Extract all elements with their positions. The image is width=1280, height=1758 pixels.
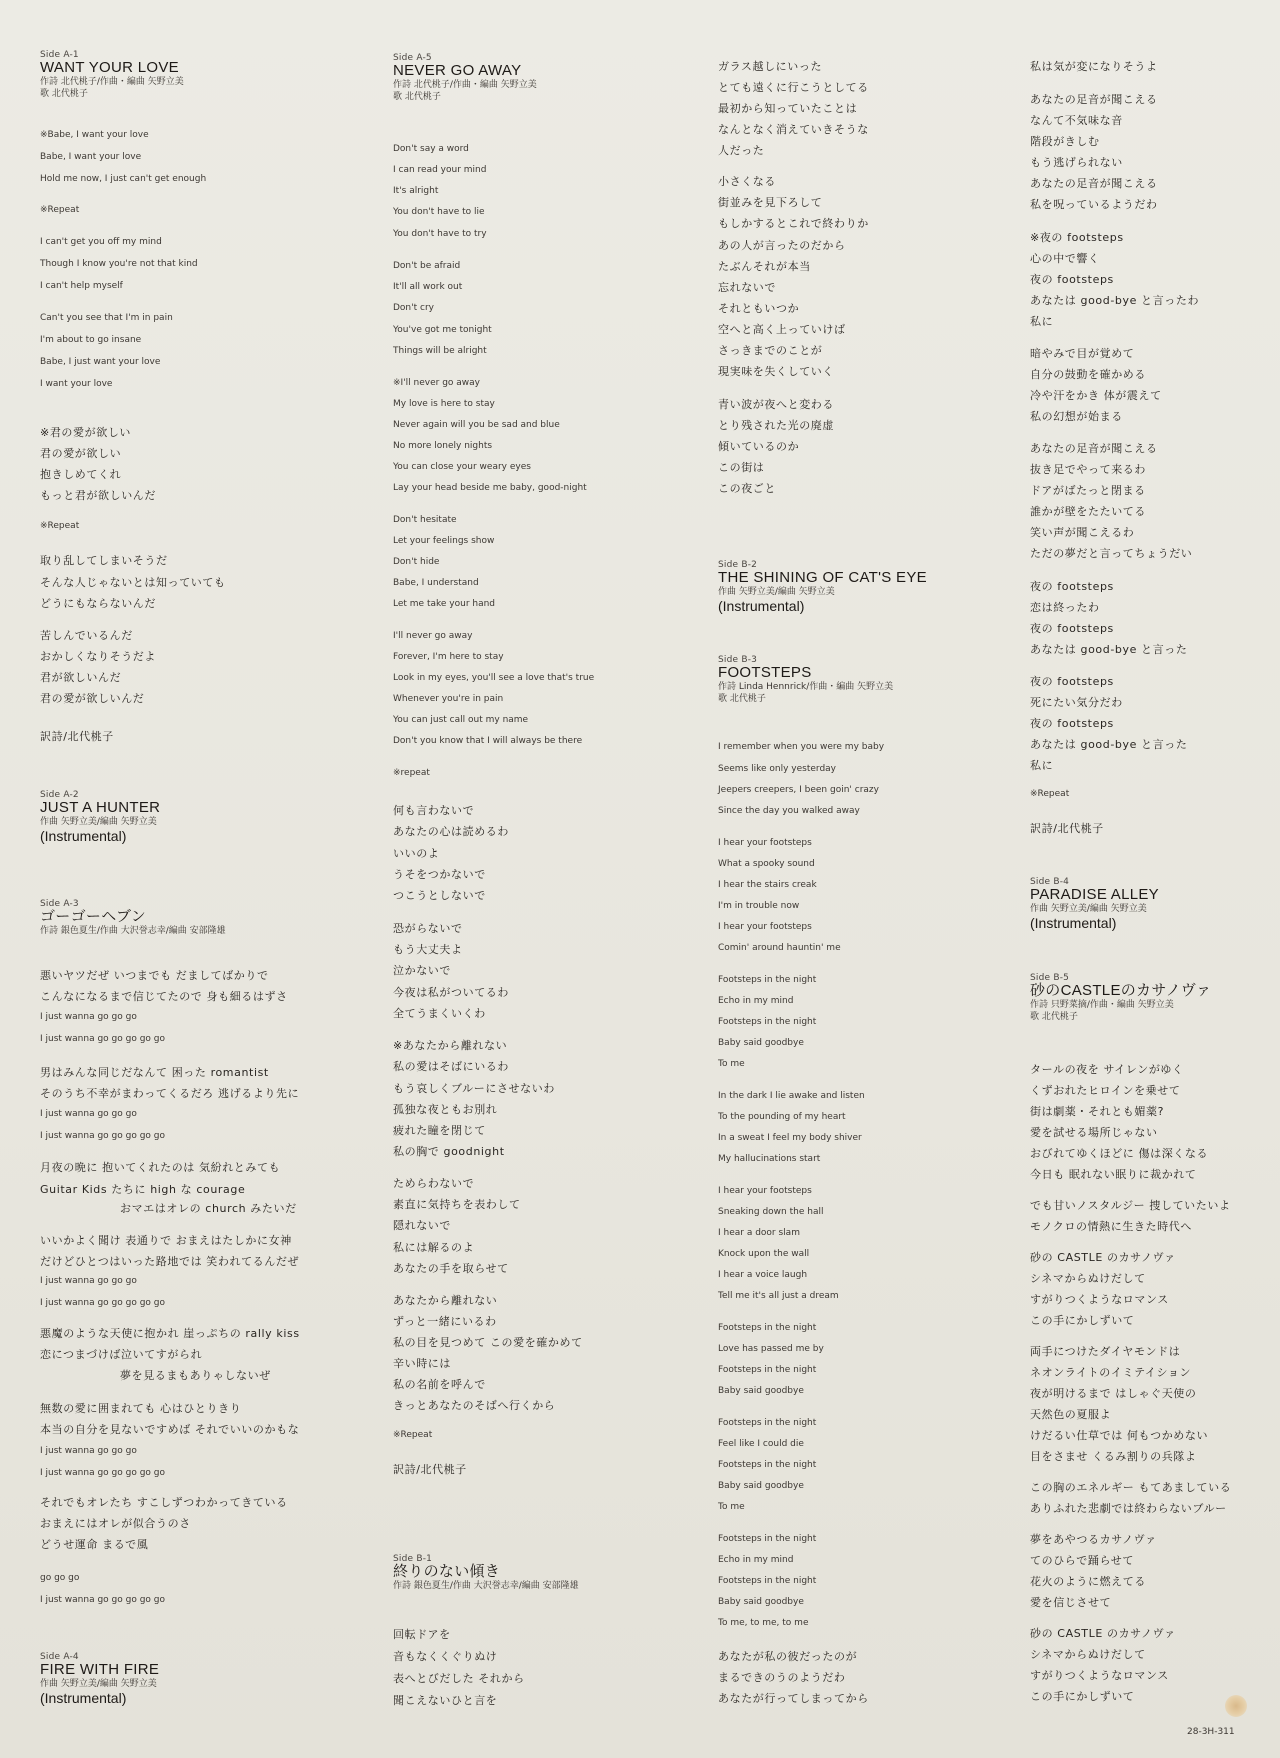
lyric-line: あなたが行ってしまってから (718, 1692, 869, 1705)
lyric-line: あなたの足音が聞こえる (1030, 93, 1158, 106)
lyric-line: とり残された光の廃虚 (718, 419, 834, 432)
lyric-line: Baby said goodbye (718, 1386, 804, 1396)
lyric-line: 愛を信じさせて (1030, 1596, 1112, 1609)
lyric-line: 階段がきしむ (1030, 135, 1100, 148)
track-credit: 作曲 矢野立美/編曲 矢野立美 (40, 817, 157, 827)
lyric-line: つこうとしないで (393, 889, 486, 902)
lyric-line: Babe, I just want your love (40, 357, 161, 367)
lyric-line: Footsteps in the night (718, 1534, 817, 1544)
lyric-line: あなたの足音が聞こえる (1030, 177, 1158, 190)
lyric-line: ためらわないで (393, 1177, 475, 1190)
lyric-line: こんなになるまで信じてたので 身も細るはずさ (40, 990, 288, 1003)
lyric-line: 月夜の晩に 抱いてくれたのは 気紛れとみても (40, 1161, 281, 1174)
lyric-line: 私には解るのよ (393, 1241, 475, 1254)
lyric-line: Don't say a word (393, 144, 469, 154)
side-label: Side B-4 (1030, 877, 1070, 887)
lyric-line: Things will be alright (393, 346, 487, 356)
lyric-line: I hear the stairs creak (718, 880, 817, 890)
lyric-line: Let your feelings show (393, 536, 495, 546)
side-label: Side B-5 (1030, 973, 1070, 983)
lyric-line: Baby said goodbye (718, 1597, 804, 1607)
lyric-line: 聞こえないひと言を (393, 1694, 498, 1707)
lyric-line: Don't hesitate (393, 515, 457, 525)
lyric-line: 心の中で響く (1030, 252, 1100, 265)
lyric-line: 今日も 眠れない眠りに裁かれて (1030, 1168, 1197, 1181)
lyric-line: 街は劇薬・それとも媚薬? (1030, 1105, 1165, 1118)
lyric-line: 本当の自分を見ないですめば それでいいのかもな (40, 1423, 300, 1436)
lyric-line: すがりつくようなロマンス (1030, 1669, 1169, 1682)
catalog-number: 28-3H-311 (1187, 1727, 1235, 1737)
lyric-line: Let me take your hand (393, 599, 496, 609)
lyric-line: Hold me now, I just can't get enough (40, 174, 207, 184)
instrumental-label: (Instrumental) (718, 598, 805, 614)
lyric-line: It's alright (393, 186, 439, 196)
lyric-line: Echo in my mind (718, 1555, 794, 1565)
lyric-line: Look in my eyes, you'll see a love that's true (393, 673, 595, 683)
lyric-line: Since the day you walked away (718, 806, 860, 816)
lyric-line: 私に (1030, 315, 1054, 328)
track-credit: 作詩 北代桃子/作曲・編曲 矢野立美 (393, 80, 537, 90)
lyric-line: それともいつか (718, 302, 800, 315)
lyric-line: You don't have to lie (393, 207, 485, 217)
lyric-line: 抜き足でやって来るわ (1030, 463, 1146, 476)
lyric-line: go go go (40, 1573, 80, 1583)
lyric-line: 街並みを見下ろして (718, 196, 823, 209)
lyric-line: I just wanna go go go (40, 1276, 137, 1286)
lyric-line: 私の幻想が始まる (1030, 410, 1123, 423)
lyric-line: I can't help myself (40, 281, 123, 291)
lyric-line: どうせ運命 まるで風 (40, 1538, 149, 1551)
lyric-line: 夢を見るまもありゃしないぜ (120, 1369, 271, 1382)
track-title: WANT YOUR LOVE (40, 59, 179, 76)
track-title: THE SHINING OF CAT'S EYE (718, 569, 927, 586)
lyric-line: 恋は終ったわ (1030, 601, 1100, 614)
lyric-line: ネオンライトのイミテイション (1030, 1366, 1192, 1379)
lyric-line: 誰かが壁をたたいてる (1030, 505, 1146, 518)
lyric-line: You don't have to try (393, 229, 487, 239)
lyric-line: My hallucinations start (718, 1154, 821, 1164)
lyric-line: ※repeat (393, 768, 430, 778)
lyric-line: ※Repeat (40, 205, 80, 215)
lyric-line: You've got me tonight (393, 325, 492, 335)
lyric-line: Jeepers creepers, I been goin' crazy (718, 785, 879, 795)
side-label: Side B-3 (718, 655, 758, 665)
lyric-line: うそをつかないで (393, 868, 486, 881)
lyric-line: Footsteps in the night (718, 1460, 817, 1470)
track-title: FIRE WITH FIRE (40, 1661, 160, 1678)
lyric-line: Babe, I want your love (40, 152, 142, 162)
lyric-line: 今夜は私がついてるわ (393, 986, 509, 999)
lyric-line: Footsteps in the night (718, 1418, 817, 1428)
track-title: NEVER GO AWAY (393, 62, 522, 79)
lyric-line: ※Repeat (1030, 789, 1070, 799)
lyric-line: けだるい仕草では 何もつかめない (1030, 1429, 1209, 1442)
lyric-line: Comin' around hauntin' me (718, 943, 841, 953)
lyric-line: I hear your footsteps (718, 838, 812, 848)
lyric-line: 悪魔のような天使に抱かれ 崖っぷちの rally kiss (40, 1327, 300, 1340)
lyric-line: ※あなたから離れない (393, 1039, 508, 1052)
lyric-line: Baby said goodbye (718, 1038, 804, 1048)
lyric-line: 両手につけたダイヤモンドは (1030, 1345, 1181, 1358)
lyric-line: 夜が明けるまで はしゃぐ天使の (1030, 1387, 1197, 1400)
lyric-line: 私を呪っているようだわ (1030, 198, 1158, 211)
lyric-line: I hear a door slam (718, 1228, 800, 1238)
side-label: Side A-4 (40, 1652, 79, 1662)
lyric-line: 私の名前を呼んで (393, 1378, 486, 1391)
lyric-line: 冷や汗をかき 体が震えて (1030, 389, 1162, 402)
lyric-line: くずおれたヒロインを乗せて (1030, 1084, 1181, 1097)
lyric-line: あなたは good-bye と言った (1030, 738, 1188, 751)
side-label: Side A-2 (40, 790, 79, 800)
lyric-line: 恐がらないで (393, 922, 463, 935)
lyric-line: 君の愛が欲しい (40, 447, 122, 460)
lyric-line: シネマからぬけだして (1030, 1648, 1146, 1661)
lyric-line: あなたの足音が聞こえる (1030, 442, 1158, 455)
lyric-line: 私は気が変になりそうよ (1030, 60, 1158, 73)
lyric-line: あなたから離れない (393, 1294, 498, 1307)
lyric-line: 訳詩/北代桃子 (40, 730, 114, 743)
lyric-line: 忘れないで (718, 281, 776, 294)
lyric-line: いいのよ (393, 847, 440, 860)
lyric-line: Babe, I understand (393, 578, 479, 588)
lyric-line: あなたは good-bye と言ったわ (1030, 294, 1200, 307)
lyric-line: 死にたい気分だわ (1030, 696, 1123, 709)
lyric-line: 小さくなる (718, 175, 776, 188)
track-b5-header (1030, 973, 1211, 1023)
lyric-line: 目をさませ くるみ割りの兵隊よ (1030, 1450, 1197, 1463)
lyric-line: I just wanna go go go go go (40, 1034, 165, 1044)
lyric-line: To me (718, 1059, 745, 1069)
lyric-line: 私の目を見つめて この愛を確かめて (393, 1336, 583, 1349)
lyric-line: Knock upon the wall (718, 1249, 810, 1259)
lyric-line: To the pounding of my heart (718, 1112, 846, 1122)
track-singer: 歌 北代桃子 (40, 89, 88, 99)
lyric-line: この胸のエネルギー もてあましている (1030, 1481, 1232, 1494)
lyric-line: ※Babe, I want your love (40, 130, 149, 140)
lyric-line: あなたの心は読めるわ (393, 825, 509, 838)
lyric-line: 訳詩/北代桃子 (393, 1463, 467, 1476)
lyric-line: 夜の footsteps (1030, 580, 1114, 593)
lyric-line: 笑い声が聞こえるわ (1030, 526, 1135, 539)
lyric-line: I'm about to go insane (40, 335, 142, 345)
lyric-line: シネマからぬけだして (1030, 1272, 1146, 1285)
track-credit: 作詩 Linda Hennrick/作曲・編曲 矢野立美 (718, 682, 894, 692)
track-singer: 歌 北代桃子 (1030, 1012, 1078, 1022)
lyric-line: まるできのうのようだわ (718, 1671, 846, 1684)
lyric-line: Echo in my mind (718, 996, 794, 1006)
lyric-line: What a spooky sound (718, 859, 815, 869)
lyric-line: ありふれた悲劇では終わらないブルー (1030, 1502, 1227, 1515)
lyric-line: Can't you see that I'm in pain (40, 313, 173, 323)
lyric-line: 悪いヤツだぜ いつまでも だましてばかりで (40, 969, 269, 982)
lyric-line: 夜の footsteps (1030, 622, 1114, 635)
lyric-line: 回転ドアを (393, 1628, 451, 1641)
lyric-line: I just wanna go go go (40, 1012, 137, 1022)
track-credit: 作詩 北代桃子/作曲・編曲 矢野立美 (40, 77, 184, 87)
lyric-line: もう哀しくブルーにさせないわ (393, 1082, 555, 1095)
lyric-line: I hear a voice laugh (718, 1270, 808, 1280)
track-title: 砂のCASTLEのカサノヴァ (1030, 982, 1212, 999)
lyric-line: この手にかしずいて (1030, 1690, 1135, 1703)
lyric-line: Don't be afraid (393, 261, 461, 271)
lyric-line: この夜ごと (718, 482, 776, 495)
track-title: PARADISE ALLEY (1030, 886, 1159, 903)
lyric-line: 泣かないで (393, 964, 451, 977)
lyric-line: タールの夜を サイレンがゆく (1030, 1063, 1184, 1076)
instrumental-label: (Instrumental) (40, 828, 127, 844)
track-credit: 作詩 只野菜摘/作曲・編曲 矢野立美 (1030, 1000, 1174, 1010)
track-a4-header (40, 1652, 159, 1706)
lyric-line: Don't you know that I will always be there (393, 736, 583, 746)
lyric-line: 訳詩/北代桃子 (1030, 822, 1104, 835)
lyric-line: モノクロの情熱に生きた時代へ (1030, 1220, 1192, 1233)
instrumental-label: (Instrumental) (1030, 915, 1117, 931)
lyric-line: 何も言わないで (393, 804, 475, 817)
lyric-line: It'll all work out (393, 282, 463, 292)
track-title: JUST A HUNTER (40, 799, 161, 816)
lyric-line: ただの夢だと言ってちょうだい (1030, 547, 1193, 560)
lyric-line: てのひらで踊らせて (1030, 1554, 1134, 1567)
lyric-line: ※I'll never go away (393, 378, 480, 388)
lyric-line: In a sweat I feel my body shiver (718, 1133, 862, 1143)
track-singer: 歌 北代桃子 (718, 694, 766, 704)
lyric-line: 夜の footsteps (1030, 717, 1114, 730)
lyric-line: いいかよく聞け 表通りで おまえはたしかに女神 (40, 1234, 292, 1247)
lyric-line: I want your love (40, 379, 113, 389)
lyric-line: もう大丈夫よ (393, 943, 463, 956)
lyric-line: ※Repeat (40, 521, 80, 531)
lyric-line: I just wanna go go go go go (40, 1131, 165, 1141)
lyric-line: I just wanna go go go (40, 1109, 137, 1119)
lyric-line: たぶんそれが本当 (718, 260, 811, 273)
lyric-line: 無数の愛に囲まれても 心はひとりきり (40, 1402, 242, 1415)
lyric-line: Footsteps in the night (718, 1365, 817, 1375)
lyric-line: Whenever you're in pain (393, 694, 504, 704)
lyric-line: Footsteps in the night (718, 1576, 817, 1586)
lyric-line: I just wanna go go go go go (40, 1468, 165, 1478)
side-label: Side A-3 (40, 899, 79, 909)
side-label: Side B-2 (718, 560, 758, 570)
lyric-line: 君が欲しいんだ (40, 671, 122, 684)
lyric-line: 孤独な夜ともお別れ (393, 1103, 498, 1116)
lyric-line: 苦しんでいるんだ (40, 629, 133, 642)
track-a2-header (40, 790, 160, 844)
lyric-line: 夜の footsteps (1030, 675, 1114, 688)
lyric-line: Guitar Kids たちに high な courage (40, 1183, 246, 1196)
track-credit: 作曲 矢野立美/編曲 矢野立美 (40, 1679, 157, 1689)
lyric-line: 人だった (718, 144, 765, 157)
track-title: ゴーゴーヘブン (40, 908, 147, 925)
lyric-line: Never again will you be sad and blue (393, 420, 560, 430)
lyric-line: もう逃げられない (1030, 156, 1123, 169)
lyric-line: Forever, I'm here to stay (393, 652, 504, 662)
track-credit: 作詩 銀色夏生/作曲 大沢誉志幸/編曲 安部隆雄 (40, 926, 226, 936)
lyric-line: 素直に気持ちを表わして (393, 1198, 521, 1211)
track-singer: 歌 北代桃子 (393, 92, 441, 102)
lyric-line: おかしくなりそうだよ (40, 650, 156, 663)
lyric-line: Footsteps in the night (718, 975, 817, 985)
lyric-line: Don't cry (393, 303, 434, 313)
lyric-line: 君の愛が欲しいんだ (40, 692, 145, 705)
lyric-line: 夢をあやつるカサノヴァ (1030, 1533, 1157, 1546)
lyric-line: とても遠くに行こうとしてる (718, 81, 869, 94)
lyric-line: Lay your head beside me baby, good-night (393, 483, 587, 493)
lyric-line: あなたが私の彼だったのが (718, 1650, 858, 1663)
lyric-line: Don't hide (393, 557, 440, 567)
lyric-line: あなたは good-bye と言った (1030, 643, 1188, 656)
lyric-line: I just wanna go go go go go (40, 1298, 165, 1308)
lyric-line: でも甘いノスタルジー 捜していたいよ (1030, 1199, 1231, 1212)
lyric-line: Footsteps in the night (718, 1017, 817, 1027)
lyric-line: 抱きしめてくれ (40, 468, 122, 481)
lyric-line: Sneaking down the hall (718, 1207, 824, 1217)
lyric-line: No more lonely nights (393, 441, 493, 451)
lyric-line: ※Repeat (393, 1430, 433, 1440)
track-title: 終りのない傾き (393, 1563, 501, 1580)
lyric-line: 全てうまくいくわ (393, 1007, 486, 1020)
track-a1-header (40, 50, 184, 100)
lyric-line: この手にかしずいて (1030, 1314, 1135, 1327)
lyric-line: In the dark I lie awake and listen (718, 1091, 865, 1101)
lyric-line: 花火のように燃えてる (1030, 1575, 1146, 1588)
lyric-line: Love has passed me by (718, 1344, 824, 1354)
lyric-line: My love is here to stay (393, 399, 495, 409)
lyric-line: だけどひとつはいった路地では 笑われてるんだぜ (40, 1255, 300, 1268)
lyric-line: それでもオレたち すこしずつわかってきている (40, 1496, 288, 1509)
side-label: Side A-5 (393, 53, 432, 63)
lyric-line: 私の胸で goodnight (393, 1145, 505, 1158)
lyric-line: 青い波が夜へと変わる (718, 398, 834, 411)
lyric-line: 砂の CASTLE のカサノヴァ (1030, 1627, 1176, 1640)
lyric-line: 私に (1030, 759, 1054, 772)
lyric-line: I'll never go away (393, 631, 473, 641)
lyric-line: I just wanna go go go go go (40, 1595, 165, 1605)
lyric-line: 天然色の夏服よ (1030, 1408, 1112, 1421)
lyric-line: 私の愛はそばにいるわ (393, 1060, 509, 1073)
lyric-line: 男はみんな同じだなんて 困った romantist (40, 1066, 269, 1079)
side-label: Side B-1 (393, 1554, 433, 1564)
lyric-line: ドアがばたっと閉まる (1030, 484, 1146, 497)
lyric-line: 辛い時には (393, 1357, 451, 1370)
side-label: Side A-1 (40, 50, 79, 60)
lyric-line: 砂の CASTLE のカサノヴァ (1030, 1251, 1176, 1264)
lyric-line: なんて不気味な音 (1030, 114, 1123, 127)
lyric-line: Footsteps in the night (718, 1323, 817, 1333)
lyric-line: ずっと一緒にいるわ (393, 1315, 497, 1328)
lyric-line: もっと君が欲しいんだ (40, 489, 156, 502)
lyric-line: I hear your footsteps (718, 922, 812, 932)
track-b2-header (718, 560, 927, 614)
lyric-line: 愛を試せる場所じゃない (1030, 1126, 1158, 1139)
lyric-line: この街は (718, 461, 765, 474)
lyric-line: すがりつくようなロマンス (1030, 1293, 1169, 1306)
lyric-line: You can close your weary eyes (393, 462, 531, 472)
lyric-line: 音もなくくぐりぬけ (393, 1650, 498, 1663)
lyric-line: To me (718, 1502, 745, 1512)
lyric-line: 現実味を失くしていく (718, 365, 834, 378)
lyric-line: もしかするとこれで終わりか (718, 217, 869, 230)
lyric-line: 疲れた瞳を閉じて (393, 1124, 486, 1137)
lyric-line: 表へとびだした それから (393, 1672, 525, 1685)
lyric-line: さっきまでのことが (718, 344, 823, 357)
track-a5-header (393, 53, 537, 103)
lyric-line: 夜の footsteps (1030, 273, 1114, 286)
lyric-line: Seems like only yesterday (718, 764, 837, 774)
lyric-line: おびれてゆくほどに 傷は深くなる (1030, 1147, 1209, 1160)
lyric-line: I remember when you were my baby (718, 742, 885, 752)
lyric-line: 最初から知っていたことは (718, 102, 858, 115)
track-credit: 作曲 矢野立美/編曲 矢野立美 (718, 587, 835, 597)
track-credit: 作曲 矢野立美/編曲 矢野立美 (1030, 904, 1147, 914)
lyric-line: ※夜の footsteps (1030, 231, 1124, 244)
lyric-line: Though I know you're not that kind (40, 259, 198, 269)
lyric-line: きっとあなたのそばへ行くから (393, 1399, 556, 1412)
track-b3-header (718, 655, 893, 705)
lyric-line: あの人が言ったのだから (718, 239, 846, 252)
lyric-line: Feel like I could die (718, 1439, 804, 1449)
lyric-line: あなたの手を取らせて (393, 1262, 509, 1275)
lyric-line: なんとなく消えていきそうな (718, 123, 869, 136)
lyric-line: 空へと高く上っていけば (718, 323, 846, 336)
lyric-line: I'm in trouble now (718, 901, 800, 911)
lyric-line: 取り乱してしまいそうだ (40, 554, 168, 567)
lyric-line: I can't get you off my mind (40, 237, 162, 247)
lyric-line: ガラス越しにいった (718, 60, 823, 73)
lyric-line: おまえにはオレが似合うのさ (40, 1517, 191, 1530)
lyric-line: 恋につまづけば泣いてすがられ (40, 1348, 203, 1361)
lyric-line: 暗やみで目が覚めて (1030, 347, 1135, 360)
track-b1-header (393, 1554, 579, 1592)
lyric-line: Baby said goodbye (718, 1481, 804, 1491)
track-b4-header (1030, 877, 1159, 931)
lyric-line: I hear your footsteps (718, 1186, 812, 1196)
lyric-line: I just wanna go go go (40, 1446, 137, 1456)
track-title: FOOTSTEPS (718, 664, 812, 681)
lyric-line: そんな人じゃないとは知っていても (40, 576, 226, 589)
lyric-line: そのうち不幸がまわってくるだろ 逃げるより先に (40, 1087, 300, 1100)
lyric-line: 自分の鼓動を確かめる (1030, 368, 1146, 381)
lyric-line: Tell me it's all just a dream (718, 1291, 839, 1301)
track-credit: 作詩 銀色夏生/作曲 大沢誉志幸/編曲 安部隆雄 (393, 1581, 579, 1591)
instrumental-label: (Instrumental) (40, 1690, 127, 1706)
lyric-line: 隠れないで (393, 1219, 451, 1232)
lyric-line: ※君の愛が欲しい (40, 426, 132, 439)
lyric-line: 傾いているのか (718, 440, 800, 453)
lyric-line: おマエはオレの church みたいだ (120, 1202, 297, 1215)
paper-stain (1225, 1695, 1247, 1717)
lyric-line: You can just call out my name (393, 715, 529, 725)
lyric-line: I can read your mind (393, 165, 487, 175)
lyric-line: To me, to me, to me (718, 1618, 809, 1628)
track-a3-header (40, 899, 226, 937)
lyric-line: どうにもならないんだ (40, 597, 156, 610)
